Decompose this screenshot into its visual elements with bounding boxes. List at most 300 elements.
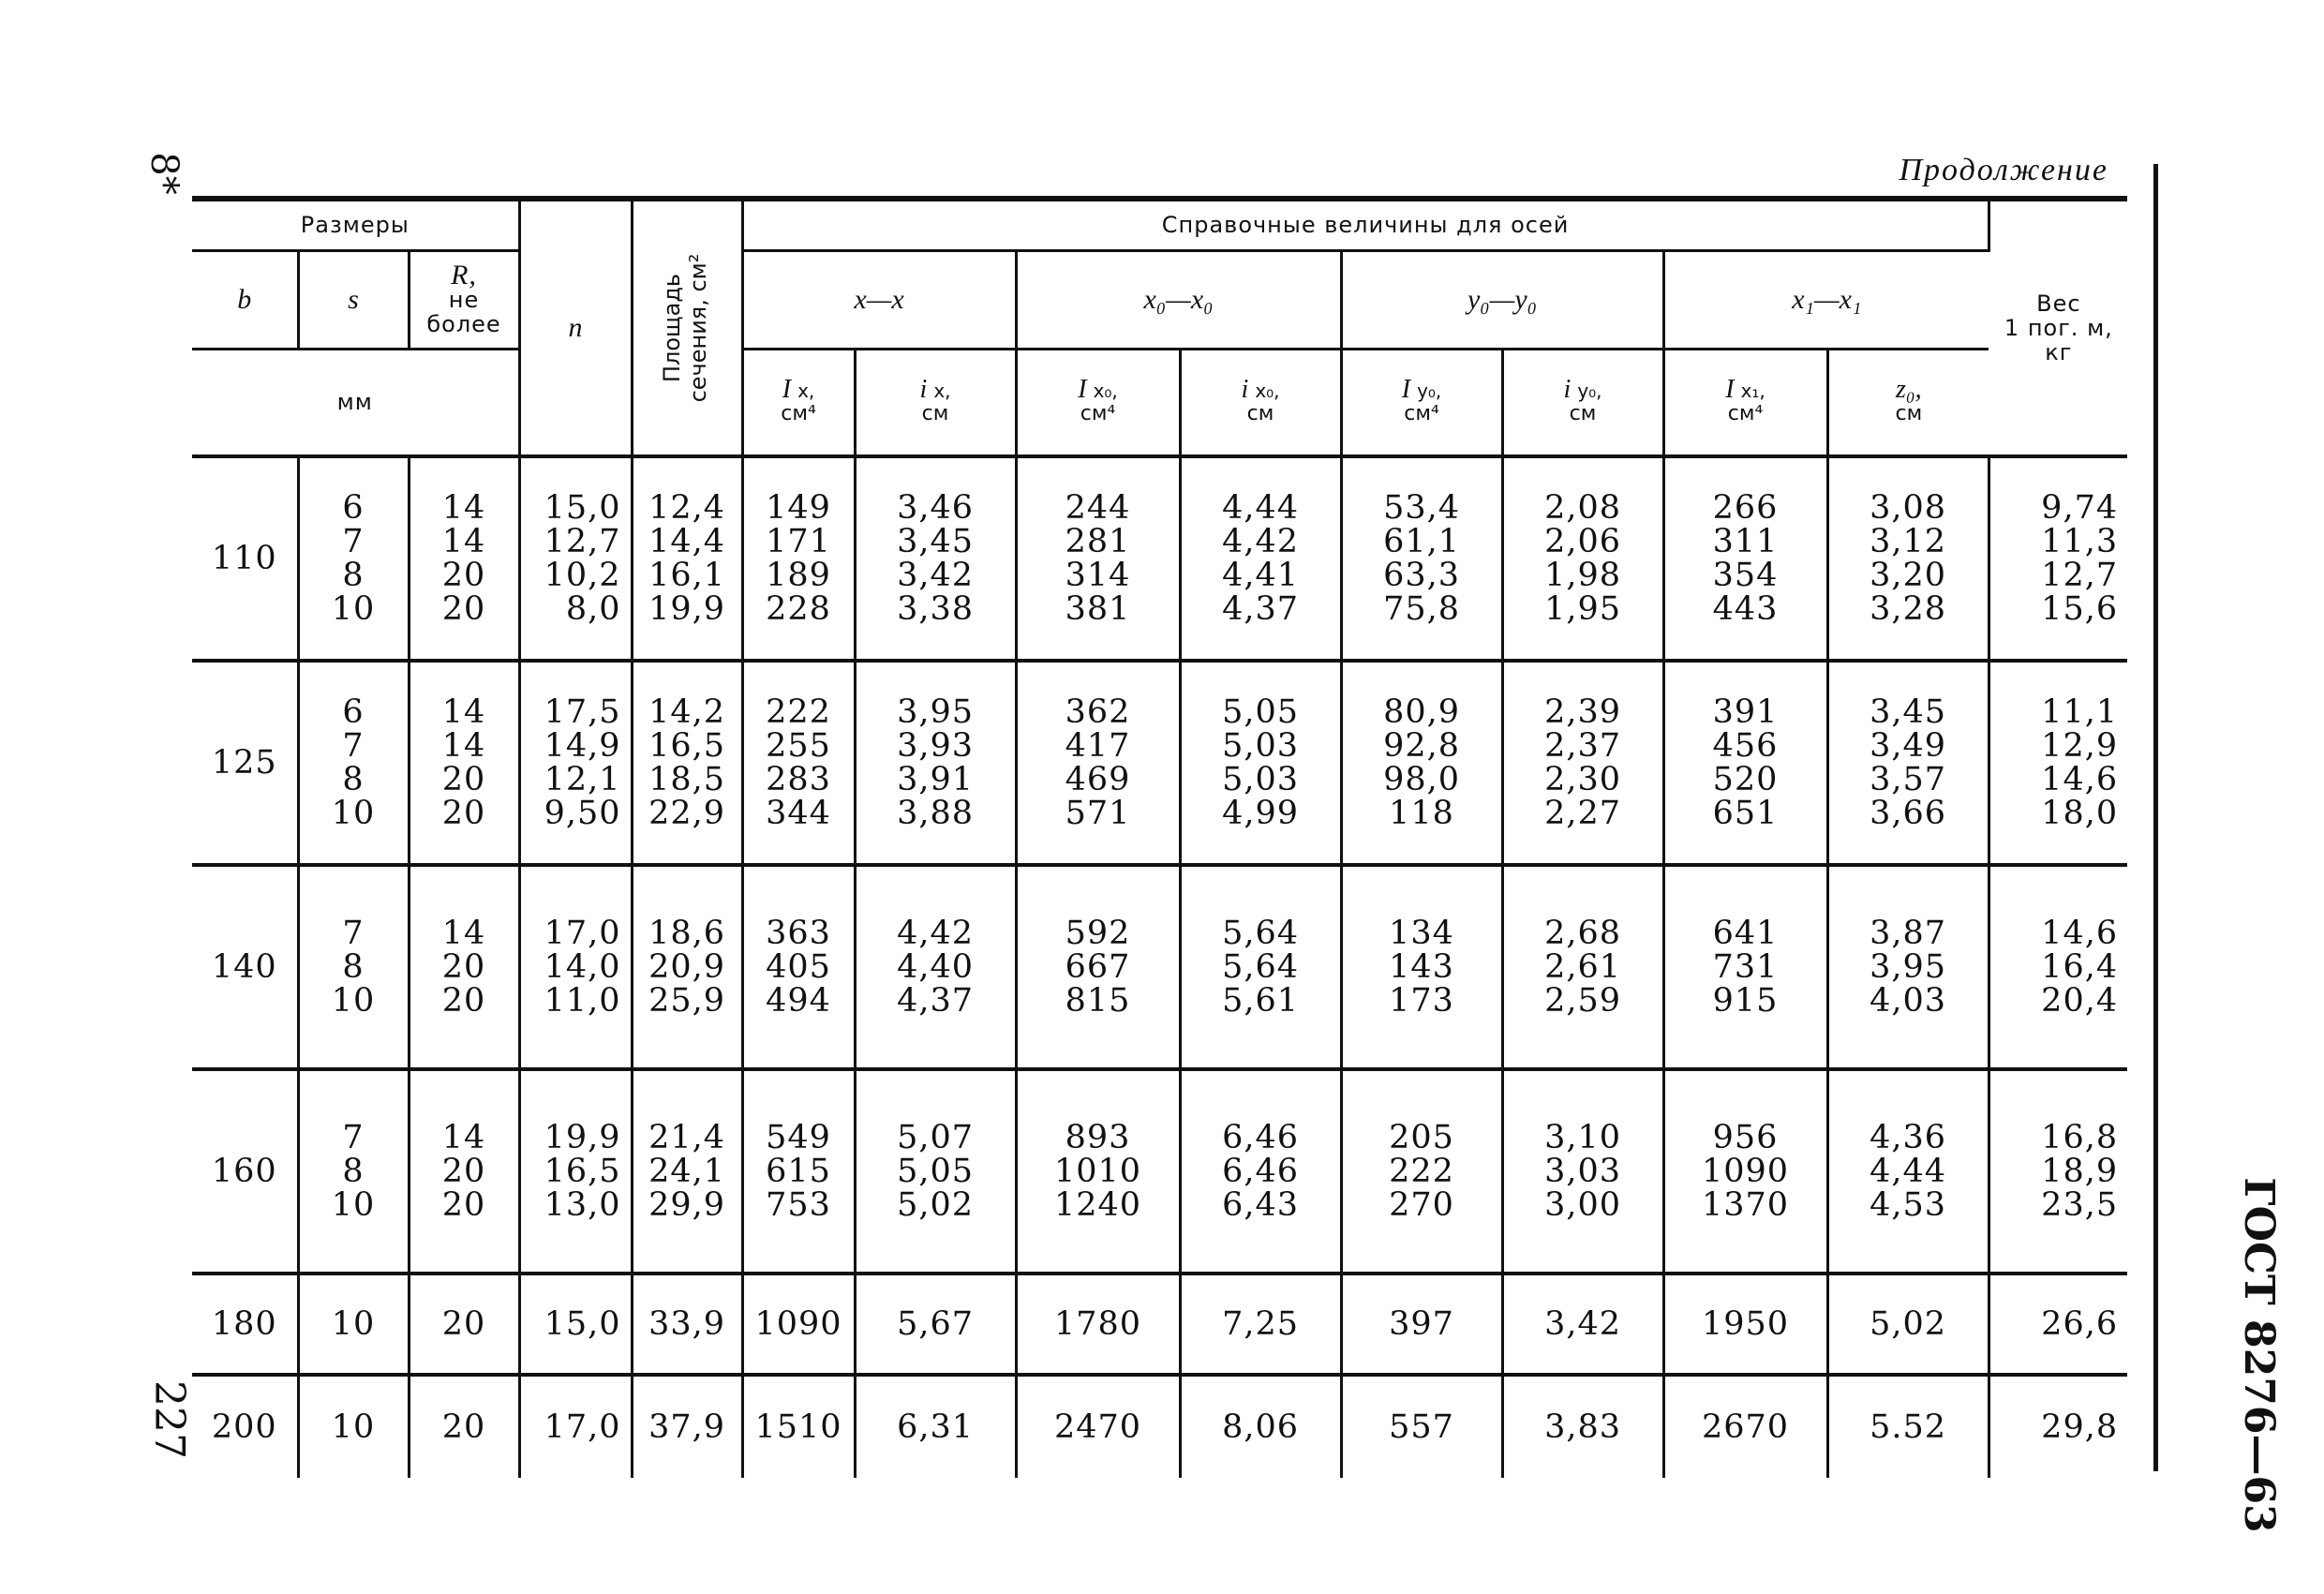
cell-value: 3,83 xyxy=(1544,1408,1621,1446)
cell-value: 244 xyxy=(1065,489,1131,527)
cell-value: 3,38 xyxy=(897,590,974,628)
R-header-line3: более xyxy=(426,310,501,337)
cell-weight xyxy=(1989,865,2127,1069)
cell-value: 266 xyxy=(1712,489,1779,527)
Ix0-symbol: I xyxy=(1078,375,1087,405)
cell-weight xyxy=(1989,1069,2127,1274)
cell-value: 4,53 xyxy=(1870,1186,1947,1224)
cell-value: 7 xyxy=(342,1119,365,1156)
cell-ix xyxy=(855,661,1016,865)
cell-weight xyxy=(1989,661,2127,865)
cell-value: 391 xyxy=(1712,693,1779,731)
cell-value: 4,42 xyxy=(897,915,974,952)
cell-value: 21,4 xyxy=(648,1119,725,1156)
cell-value: 16,5 xyxy=(648,727,725,765)
cell-value: 753 xyxy=(766,1186,831,1224)
cell-value: 14 xyxy=(441,915,486,952)
cell-ix xyxy=(855,456,1016,661)
cell-value: 75,8 xyxy=(1383,590,1460,628)
cell-value: 14 xyxy=(441,693,486,731)
ix0-symbol: i xyxy=(1241,375,1249,405)
cell-value: 592 xyxy=(1065,915,1131,952)
cell-value: 314 xyxy=(1065,557,1131,594)
cell-value: 5,03 xyxy=(1222,727,1299,765)
cell-value: 363 xyxy=(766,915,831,952)
cell-value: 13,0 xyxy=(544,1186,621,1224)
cell-value: 667 xyxy=(1065,948,1131,986)
cell-value: 53,4 xyxy=(1383,489,1460,527)
cell-value: 17,0 xyxy=(544,915,621,952)
cell-value: 20 xyxy=(441,1408,486,1446)
cell-value: 10,2 xyxy=(544,557,621,594)
Iy0-symbol: I xyxy=(1401,375,1411,405)
cell-value: 24,1 xyxy=(648,1153,725,1190)
cell-value: 354 xyxy=(1712,557,1779,594)
cell-n xyxy=(519,1069,632,1274)
cell-Ix1 xyxy=(1663,865,1827,1069)
cell-value: 6 xyxy=(342,693,365,731)
cell-ix0 xyxy=(1180,865,1341,1069)
cell-value: 571 xyxy=(1065,795,1131,832)
cell-value: 8 xyxy=(342,557,365,594)
cell-Ix0 xyxy=(1016,661,1180,865)
cell-ix0 xyxy=(1180,456,1341,661)
cell-Ix1 xyxy=(1663,456,1827,661)
cell-value: 4,41 xyxy=(1222,557,1299,594)
cell-value: 20 xyxy=(441,557,486,594)
cell-s xyxy=(298,1375,409,1478)
cell-z0 xyxy=(1827,1375,1989,1478)
cell-weight xyxy=(1989,456,2127,661)
cell-value: 7 xyxy=(342,915,365,952)
cell-value: 16,4 xyxy=(2041,948,2119,986)
cell-weight xyxy=(1989,1375,2127,1478)
continuation-label: Продолжение xyxy=(1899,153,2108,187)
cell-value: 9,74 xyxy=(2041,489,2119,527)
Ix1-header xyxy=(1663,349,1827,456)
cell-value: 4,44 xyxy=(1222,489,1299,527)
cell-value: 405 xyxy=(766,948,831,986)
cell-value: 5,03 xyxy=(1222,761,1299,798)
cell-value: 8 xyxy=(342,761,365,798)
cell-value: 4,37 xyxy=(897,982,974,1020)
cell-b: 200 xyxy=(192,1375,298,1478)
cell-value: 171 xyxy=(766,523,831,560)
cell-value: 6 xyxy=(342,489,365,527)
cell-value: 3,57 xyxy=(1870,761,1947,798)
cell-value: 4,03 xyxy=(1870,982,1947,1020)
z0-header xyxy=(1827,349,1989,456)
cell-value: 381 xyxy=(1065,590,1131,628)
cell-ix xyxy=(855,1274,1016,1375)
iy0-header xyxy=(1502,349,1663,456)
cell-weight xyxy=(1989,1274,2127,1375)
cell-area xyxy=(632,661,742,865)
cell-value: 520 xyxy=(1712,761,1779,798)
cell-value: 222 xyxy=(766,693,831,731)
cell-value: 22,9 xyxy=(648,795,725,832)
cell-area xyxy=(632,456,742,661)
cell-value: 26,6 xyxy=(2041,1305,2119,1343)
cell-ix0 xyxy=(1180,1274,1341,1375)
cell-value: 12,9 xyxy=(2041,727,2119,765)
weight-header-line3: кг xyxy=(2045,339,2073,365)
cell-Iy0 xyxy=(1341,456,1502,661)
cell-R xyxy=(409,1069,519,1274)
Ix1-symbol: I xyxy=(1725,375,1735,405)
cell-value: 3,93 xyxy=(897,727,974,765)
cell-value: 2,08 xyxy=(1544,489,1621,527)
cell-value: 15,6 xyxy=(2041,590,2119,628)
ix-unit: см xyxy=(921,402,949,426)
cell-s xyxy=(298,1069,409,1274)
cell-R xyxy=(409,1375,519,1478)
document-code: ГОСТ 8276—63 xyxy=(2235,1177,2283,1533)
cell-Ix1 xyxy=(1663,1274,1827,1375)
area-header xyxy=(632,199,742,456)
cell-value: 456 xyxy=(1712,727,1779,765)
cell-value: 3,42 xyxy=(897,557,974,594)
Ix1-unit: см⁴ xyxy=(1727,402,1764,426)
cell-value: 20 xyxy=(441,795,486,832)
cell-ix xyxy=(855,1069,1016,1274)
cell-value: 549 xyxy=(766,1119,831,1156)
cell-value: 18,0 xyxy=(2041,795,2119,832)
cell-area xyxy=(632,865,742,1069)
cell-R xyxy=(409,865,519,1069)
cell-value: 14,2 xyxy=(648,693,725,731)
cell-Ix xyxy=(742,661,855,865)
cell-ix0 xyxy=(1180,1375,1341,1478)
cell-value: 956 xyxy=(1712,1119,1779,1156)
cell-value: 344 xyxy=(766,795,831,832)
cell-value: 3,00 xyxy=(1544,1186,1621,1224)
cell-value: 92,8 xyxy=(1383,727,1460,765)
cell-iy0 xyxy=(1502,865,1663,1069)
cell-value: 11,0 xyxy=(544,982,621,1020)
ix0-unit: см xyxy=(1246,402,1274,426)
z0-unit: см xyxy=(1895,402,1923,426)
b-header: b xyxy=(192,250,298,349)
cell-value: 2,61 xyxy=(1544,948,1621,986)
axis-y0y0-header: y₀—y₀ xyxy=(1341,250,1663,349)
cell-value: 8,06 xyxy=(1222,1408,1299,1446)
cell-value: 14,6 xyxy=(2041,761,2119,798)
cell-value: 149 xyxy=(766,489,831,527)
cell-value: 205 xyxy=(1389,1119,1454,1156)
cell-value: 20 xyxy=(441,982,486,1020)
n-header: n xyxy=(519,199,632,456)
cell-value: 9,50 xyxy=(544,795,621,832)
Ix0-subscript: x₀, xyxy=(1093,380,1118,403)
cell-value: 1510 xyxy=(754,1408,842,1446)
cell-s xyxy=(298,1274,409,1375)
table-row xyxy=(192,865,2127,1069)
cell-value: 118 xyxy=(1389,795,1454,832)
cell-Ix0 xyxy=(1016,1069,1180,1274)
cell-value: 14,9 xyxy=(544,727,621,765)
cell-value: 1370 xyxy=(1701,1186,1790,1224)
cell-value: 815 xyxy=(1065,982,1131,1020)
cell-value: 16,1 xyxy=(648,557,725,594)
cell-value: 19,9 xyxy=(544,1119,621,1156)
cell-value: 98,0 xyxy=(1383,761,1460,798)
cell-Ix0 xyxy=(1016,865,1180,1069)
weight-header-line2: 1 пог. м, xyxy=(2004,315,2113,341)
cell-value: 2,68 xyxy=(1544,915,1621,952)
area-header-line2: сечения, см² xyxy=(685,253,712,403)
cell-ix0 xyxy=(1180,1069,1341,1274)
ix-header xyxy=(855,349,1016,456)
cell-value: 5,02 xyxy=(897,1186,974,1224)
cell-value: 14,0 xyxy=(544,948,621,986)
cell-Ix1 xyxy=(1663,1375,1827,1478)
cell-value: 615 xyxy=(766,1153,831,1190)
cell-value: 1780 xyxy=(1053,1305,1142,1343)
cell-value: 80,9 xyxy=(1383,693,1460,731)
Ix1-subscript: x₁, xyxy=(1740,380,1765,403)
cell-value: 2,37 xyxy=(1544,727,1621,765)
cell-value: 20 xyxy=(441,590,486,628)
cell-value: 173 xyxy=(1389,982,1454,1020)
cell-value: 3,12 xyxy=(1870,523,1947,560)
cell-Iy0 xyxy=(1341,1375,1502,1478)
Iy0-header xyxy=(1341,349,1502,456)
cell-value: 3,95 xyxy=(1870,948,1947,986)
cell-value: 134 xyxy=(1389,915,1454,952)
cell-n xyxy=(519,1375,632,1478)
axis-xx-header: x—x xyxy=(742,250,1016,349)
Iy0-subscript: y₀, xyxy=(1417,380,1442,403)
cell-value: 12,7 xyxy=(2041,557,2119,594)
cell-z0 xyxy=(1827,1274,1989,1375)
cell-area xyxy=(632,1274,742,1375)
cell-z0 xyxy=(1827,456,1989,661)
cell-value: 3,03 xyxy=(1544,1153,1621,1190)
cell-value: 1,95 xyxy=(1544,590,1621,628)
cell-value: 15,0 xyxy=(544,1305,621,1343)
cell-value: 443 xyxy=(1712,590,1779,628)
cell-value: 18,5 xyxy=(648,761,725,798)
cell-value: 14,4 xyxy=(648,523,725,560)
cell-Ix xyxy=(742,865,855,1069)
cell-Ix1 xyxy=(1663,661,1827,865)
cell-value: 397 xyxy=(1389,1305,1454,1343)
cell-value: 10 xyxy=(331,982,376,1020)
cell-value: 20 xyxy=(441,761,486,798)
cell-value: 19,9 xyxy=(648,590,725,628)
cell-iy0 xyxy=(1502,1375,1663,1478)
cell-iy0 xyxy=(1502,456,1663,661)
cell-value: 14 xyxy=(441,1119,486,1156)
page-number: 227 xyxy=(145,1380,193,1459)
cell-value: 14 xyxy=(441,489,486,527)
iy0-subscript: y₀, xyxy=(1577,380,1602,403)
cell-Ix0 xyxy=(1016,1274,1180,1375)
cell-value: 33,9 xyxy=(648,1305,725,1343)
cell-value: 8,0 xyxy=(565,590,621,628)
cell-value: 311 xyxy=(1712,523,1779,560)
cell-value: 915 xyxy=(1712,982,1779,1020)
cell-z0 xyxy=(1827,661,1989,865)
cell-area xyxy=(632,1069,742,1274)
cell-Iy0 xyxy=(1341,1274,1502,1375)
cell-value: 8 xyxy=(342,1153,365,1190)
cell-b: 110 xyxy=(192,456,298,661)
cell-value: 18,9 xyxy=(2041,1153,2119,1190)
cell-ix0 xyxy=(1180,661,1341,865)
table-body xyxy=(192,456,2127,1478)
cell-value: 494 xyxy=(766,982,831,1020)
cell-value: 18,6 xyxy=(648,915,725,952)
cell-value: 3,45 xyxy=(897,523,974,560)
cell-value: 11,3 xyxy=(2041,523,2119,560)
R-header-line2: не xyxy=(448,286,480,313)
cell-value: 29,9 xyxy=(648,1186,725,1224)
cell-value: 8 xyxy=(342,948,365,986)
cell-value: 3,66 xyxy=(1870,795,1947,832)
cell-Ix xyxy=(742,1375,855,1478)
cell-value: 5,64 xyxy=(1222,915,1299,952)
Ix0-header xyxy=(1016,349,1180,456)
cell-value: 5,05 xyxy=(897,1153,974,1190)
cell-value: 255 xyxy=(766,727,831,765)
cell-value: 641 xyxy=(1712,915,1779,952)
cell-Iy0 xyxy=(1341,661,1502,865)
ix0-header xyxy=(1180,349,1341,456)
weight-header xyxy=(1989,199,2127,456)
page-marker: 8* xyxy=(142,152,186,195)
weight-header-line1: Вес xyxy=(2036,290,2081,317)
iy0-unit: см xyxy=(1569,402,1597,426)
cell-value: 3,95 xyxy=(897,693,974,731)
table-row xyxy=(192,1375,2127,1478)
cell-b: 140 xyxy=(192,865,298,1069)
reference-header: Справочные величины для осей xyxy=(742,199,1989,250)
cell-value: 3,10 xyxy=(1544,1119,1621,1156)
cell-value: 10 xyxy=(331,795,376,832)
ix0-subscript: x₀, xyxy=(1255,380,1280,403)
cell-b: 180 xyxy=(192,1274,298,1375)
cell-value: 3,46 xyxy=(897,489,974,527)
cell-value: 20 xyxy=(441,1305,486,1343)
cell-n xyxy=(519,456,632,661)
ix-symbol: i xyxy=(919,375,928,405)
cell-value: 14,6 xyxy=(2041,915,2119,952)
mm-unit-header: мм xyxy=(192,349,519,456)
cell-value: 6,43 xyxy=(1222,1186,1299,1224)
cell-n xyxy=(519,661,632,865)
area-header-line1: Площадь xyxy=(659,273,686,383)
cell-value: 3,42 xyxy=(1544,1305,1621,1343)
cell-value: 3,91 xyxy=(897,761,974,798)
table-row xyxy=(192,661,2127,865)
cell-value: 469 xyxy=(1065,761,1131,798)
R-header-symbol: R, xyxy=(451,259,477,290)
cell-value: 12,1 xyxy=(544,761,621,798)
Ix0-unit: см⁴ xyxy=(1080,402,1116,426)
Ix-symbol: I xyxy=(782,375,792,405)
cell-value: 228 xyxy=(766,590,831,628)
cell-value: 23,5 xyxy=(2041,1186,2119,1224)
cell-value: 283 xyxy=(766,761,831,798)
cell-value: 3,87 xyxy=(1870,915,1947,952)
cell-value: 10 xyxy=(331,1186,376,1224)
table-row xyxy=(192,456,2127,661)
cell-value: 557 xyxy=(1389,1408,1454,1446)
cell-value: 4,99 xyxy=(1222,795,1299,832)
cell-Iy0 xyxy=(1341,865,1502,1069)
cell-n xyxy=(519,1274,632,1375)
z0-symbol: z₀, xyxy=(1896,375,1922,405)
cell-value: 20,9 xyxy=(648,948,725,986)
cell-value: 1090 xyxy=(1701,1153,1790,1190)
cell-value: 2,59 xyxy=(1544,982,1621,1020)
angle-steel-table xyxy=(192,196,2127,1478)
cell-value: 20 xyxy=(441,948,486,986)
cell-Ix1 xyxy=(1663,1069,1827,1274)
cell-value: 10 xyxy=(331,1408,376,1446)
cell-value: 5,67 xyxy=(897,1305,974,1343)
sizes-header: Размеры xyxy=(192,199,519,250)
Ix-header xyxy=(742,349,855,456)
cell-R xyxy=(409,1274,519,1375)
cell-value: 10 xyxy=(331,590,376,628)
cell-value: 20 xyxy=(441,1186,486,1224)
cell-value: 15,0 xyxy=(544,489,621,527)
iy0-symbol: i xyxy=(1563,375,1572,405)
cell-value: 17,5 xyxy=(544,693,621,731)
table-header xyxy=(192,199,2127,456)
Ix-subscript: x, xyxy=(797,380,815,403)
cell-ix xyxy=(855,1375,1016,1478)
cell-value: 3,49 xyxy=(1870,727,1947,765)
cell-Ix xyxy=(742,456,855,661)
axis-x1x1-header: x₁—x₁ xyxy=(1663,250,1989,349)
cell-value: 417 xyxy=(1065,727,1131,765)
R-header xyxy=(409,250,519,349)
cell-value: 143 xyxy=(1389,948,1454,986)
cell-value: 1,98 xyxy=(1544,557,1621,594)
cell-value: 7,25 xyxy=(1222,1305,1299,1343)
cell-value: 3,45 xyxy=(1870,693,1947,731)
cell-n xyxy=(519,865,632,1069)
cell-value: 4,37 xyxy=(1222,590,1299,628)
cell-value: 651 xyxy=(1712,795,1779,832)
cell-value: 362 xyxy=(1065,693,1131,731)
cell-b: 125 xyxy=(192,661,298,865)
cell-value: 7 xyxy=(342,727,365,765)
cell-value: 5.52 xyxy=(1870,1408,1947,1446)
cell-value: 5,07 xyxy=(897,1119,974,1156)
cell-Ix xyxy=(742,1069,855,1274)
cell-Iy0 xyxy=(1341,1069,1502,1274)
cell-s xyxy=(298,661,409,865)
cell-value: 14 xyxy=(441,523,486,560)
cell-value: 189 xyxy=(766,557,831,594)
cell-Ix0 xyxy=(1016,1375,1180,1478)
cell-value: 5,61 xyxy=(1222,982,1299,1020)
cell-value: 5,02 xyxy=(1870,1305,1947,1343)
cell-value: 20 xyxy=(441,1153,486,1190)
cell-Ix0 xyxy=(1016,456,1180,661)
cell-z0 xyxy=(1827,865,1989,1069)
cell-value: 1090 xyxy=(754,1305,842,1343)
cell-value: 11,1 xyxy=(2041,693,2119,731)
right-margin-rule xyxy=(2153,164,2158,1471)
cell-value: 6,46 xyxy=(1222,1153,1299,1190)
cell-iy0 xyxy=(1502,661,1663,865)
